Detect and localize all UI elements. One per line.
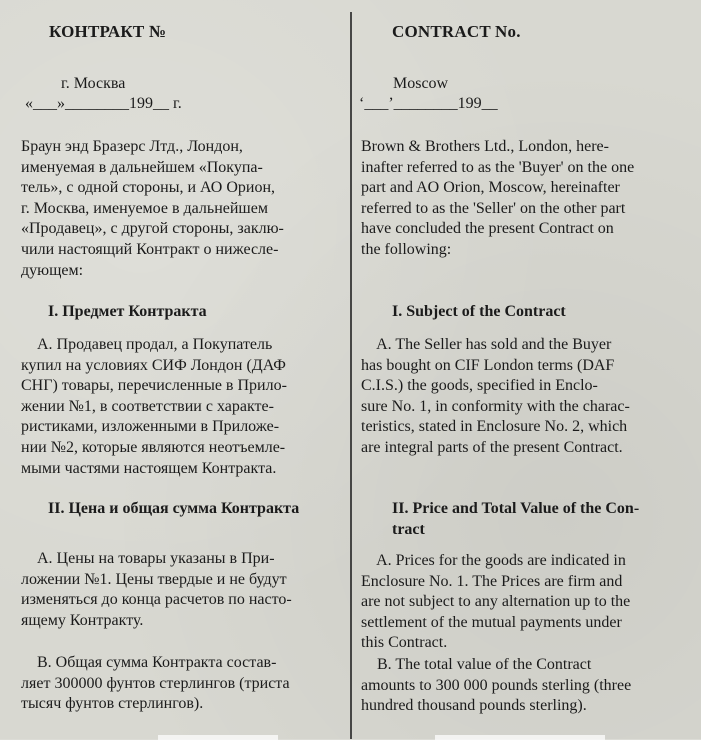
english-city: Moscow: [393, 75, 449, 92]
russian-column: [0, 0, 350, 739]
english-intro: Brown & Brothers Ltd., London, here- inafter referred to as the 'Buyer' on the one part and AO Orion, Moscow, hereinafter referred to as the 'Seller' on the other part have concluded the present Contract on the following:: [361, 138, 635, 258]
english-section1-text: A. The Seller has sold and the Buyer has bought on CIF London terms (DAF C.I.S.) the goods, specified in Enclo- sure No. 1, in conformity with the charac- teristics, stated in Enclosure No. 2, which are integral parts of the present Contract.: [361, 336, 630, 456]
russian-city: г. Москва: [61, 75, 126, 92]
english-column: [352, 0, 701, 739]
english-title: CONTRACT No.: [392, 22, 521, 41]
english-section2-text-b: B. The total value of the Contract amounts to 300 000 pounds sterling (three hundred thousand pounds sterling).: [361, 656, 632, 715]
russian-section1-heading: I. Предмет Контракта: [48, 303, 207, 320]
russian-intro: Браун энд Бразерс Лтд., Лондон, именуемая в дальнейшем «Покупа- тель», с одной стороны, и АО Орион, г. Москва, именуемое в дальнейшем «Продавец», с другой стороны, заклю- чили настоящий Контракт о нижесле- дующем:: [21, 138, 284, 279]
russian-section2-text-b: В. Общая сумма Контракта состав- ляет 300000 фунтов стерлингов (триста тысяч фунтов стерлингов).: [21, 654, 290, 713]
russian-title: КОНТРАКТ №: [49, 22, 167, 41]
russian-section1-text: А. Продавец продал, а Покупатель купил на условиях СИФ Лондон (ДАФ СНГ) товары, перечисленные в Прило- жении №1, в соответствии с характе- ристиками, изложенными в Приложе- нии №2, которые являются неотъемле- мыми частями настоящем Контракта.: [21, 336, 287, 477]
russian-section2-heading: II. Цена и общая сумма Контракта: [48, 500, 300, 517]
russian-section2-text-a: А. Цены на товары указаны в При- ложении №1. Цены твердые и не будут изменяться до конца расчетов по насто- ящему Контракту.: [21, 550, 292, 629]
english-section2-text-a: A. Prices for the goods are indicated in Enclosure No. 1. The Prices are firm and are not subject to any alternation up to the settlement of the mutual payments under this Contract.: [361, 552, 631, 652]
english-section2-heading: II. Price and Total Value of the Con- tract: [392, 500, 640, 538]
english-section1-heading: I. Subject of the Contract: [392, 303, 566, 320]
bottom-highlight-left: [158, 735, 278, 740]
bottom-highlight-right: [435, 735, 605, 740]
english-date-line: ‘___’________199__: [359, 95, 498, 112]
russian-date-line: «___»________199__ г.: [25, 95, 182, 112]
